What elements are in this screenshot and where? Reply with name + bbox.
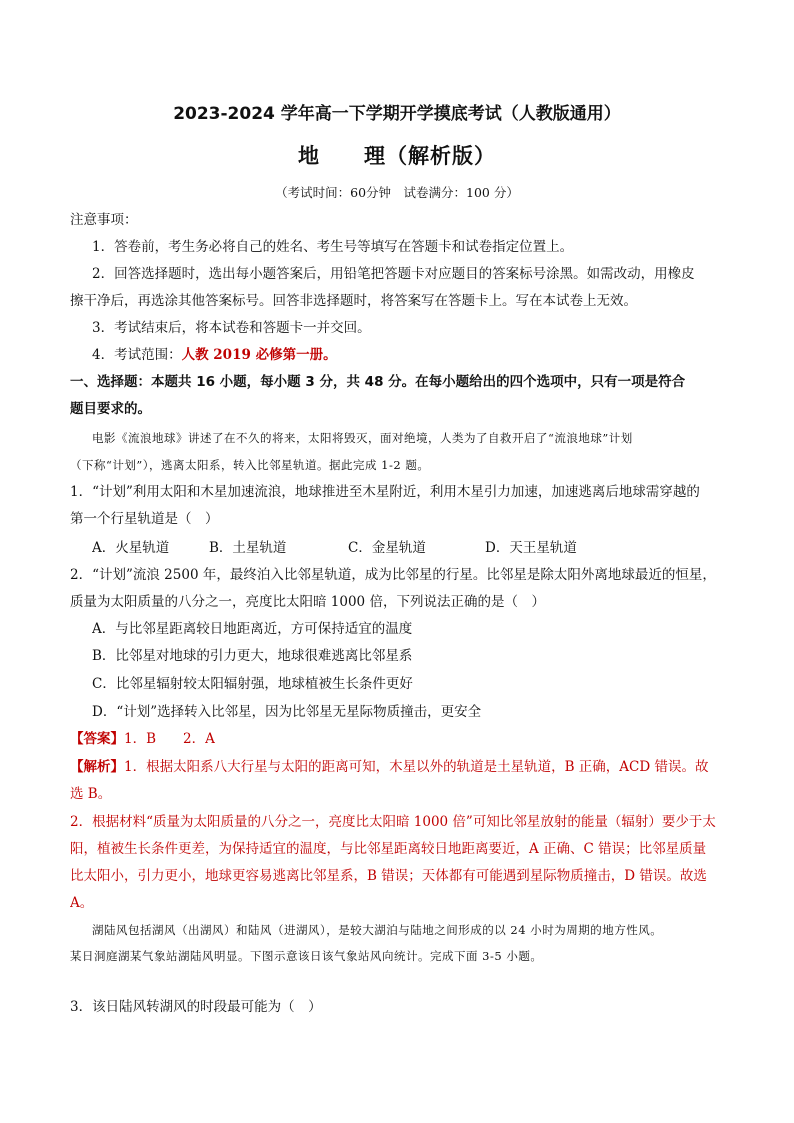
answer-label: 【答案】 [70, 731, 124, 747]
analysis-label: 【解析】 [70, 759, 124, 775]
answer-text: 1．B 2．A [124, 731, 215, 747]
section-heading-cont: 题目要求的。 [70, 401, 151, 417]
q1-option-d: D．天王星轨道 [485, 540, 577, 556]
exam-meta: （考试时间：60分钟 试卷满分：100 分） [275, 185, 519, 200]
q1-option-a: A．火星轨道 [92, 540, 170, 556]
question-2-stem-cont: 质量为太阳质量的八分之一，亮度比太阳暗 1000 倍，下列说法正确的是（ ） [70, 594, 545, 610]
note-item-1: 1．答卷前，考生务必将自己的姓名、考生号等填写在答题卡和试卷指定位置上。 [92, 239, 574, 255]
q2-option-c: C．比邻星辐射较太阳辐射强，地球植被生长条件更好 [92, 676, 413, 692]
material-1-line-2: （下称“计划”），逃离太阳系，转入比邻星轨道。据此完成 1-2 题。 [70, 458, 430, 472]
q1-option-c: C．金星轨道 [348, 540, 426, 556]
note-item-2: 2．回答选择题时，选出每小题答案后，用铅笔把答题卡对应题目的答案标号涂黑。如需改动，用橡皮 [92, 266, 695, 282]
section-heading: 一、选择题：本题共 16 小题，每小题 3 分，共 48 分。在每小题给出的四个选项中，只有一项是符合 [70, 374, 686, 390]
q2-option-a: A．与比邻星距离较日地距离近，方可保持适宜的温度 [92, 621, 413, 637]
question-3-stem: 3．该日陆风转湖风的时段最可能为（ ） [70, 999, 322, 1015]
question-1-stem: 1．“计划”利用太阳和木星加速流浪，地球推进至木星附近，利用木星引力加速，加速逃离后地球需穿越的 [70, 484, 700, 500]
analysis-line-4: 阳，植被生长条件更差，为保持适宜的温度，与比邻星距离较日地距离要近，A 正确、C 错误；比邻星质量 [70, 841, 707, 857]
analysis-line-3: 2．根据材料“质量为太阳质量的八分之一，亮度比太阳暗 1000 倍”可知比邻星放射的能量（辐射）要少于太 [70, 814, 716, 830]
analysis-line-5: 比太阳小，引力更小，地球更容易逃离比邻星系，B 错误；天体都有可能遇到星际物质撞击，D 错误。故选 [70, 868, 707, 884]
exam-title: 2023-2024 学年高一下学期开学摸底考试（人教版通用） [173, 104, 621, 124]
question-1-stem-cont: 第一个行星轨道是（ ） [70, 511, 219, 527]
question-1-options [92, 538, 732, 558]
question-2-stem: 2．“计划”流浪 2500 年，最终泊入比邻星轨道，成为比邻星的行星。比邻星是除太阳外离地球最近的恒星， [70, 567, 716, 583]
answer-line [70, 729, 730, 749]
material-1-line-1: 电影《流浪地球》讲述了在不久的将来，太阳将毁灭，面对绝境，人类为了自救开启了“流浪地球”计划 [92, 431, 633, 445]
q2-option-b: B．比邻星对地球的引力更大，地球很难逃离比邻星系 [92, 648, 413, 664]
note-item-4-prefix: 4．考试范围： [92, 347, 182, 363]
analysis-text-1: 1．根据太阳系八大行星与太阳的距离可知，木星以外的轨道是土星轨道，B 正确，ACD 错误。故 [124, 759, 709, 775]
note-item-4 [92, 345, 732, 365]
analysis-line-2: 选 B。 [70, 786, 112, 802]
subject-title: 地 理（解析版） [298, 144, 496, 168]
notes-heading: 注意事项： [70, 212, 138, 228]
note-item-2-cont: 擦干净后，再选涂其他答案标号。回答非选择题时，将答案写在答题卡上。写在本试卷上无效。 [70, 293, 637, 309]
q2-option-d: D．“计划”选择转入比邻星，因为比邻星无星际物质撞击，更安全 [92, 704, 482, 720]
q1-option-b: B．土星轨道 [209, 540, 287, 556]
note-item-3: 3．考试结束后，将本试卷和答题卡一并交回。 [92, 320, 371, 336]
material-2-line-2: 某日洞庭湖某气象站湖陆风明显。下图示意该日该气象站风向统计。完成下面 3-5 小题。 [70, 949, 543, 963]
exam-scope: 人教 2019 必修第一册。 [181, 347, 337, 363]
material-2-line-1: 湖陆风包括湖风（出湖风）和陆风（进湖风），是较大湖泊与陆地之间形成的以 24 小时为周期的地方性风。 [92, 923, 663, 937]
analysis-line-6: A。 [70, 895, 94, 911]
analysis-line-1 [70, 757, 730, 777]
